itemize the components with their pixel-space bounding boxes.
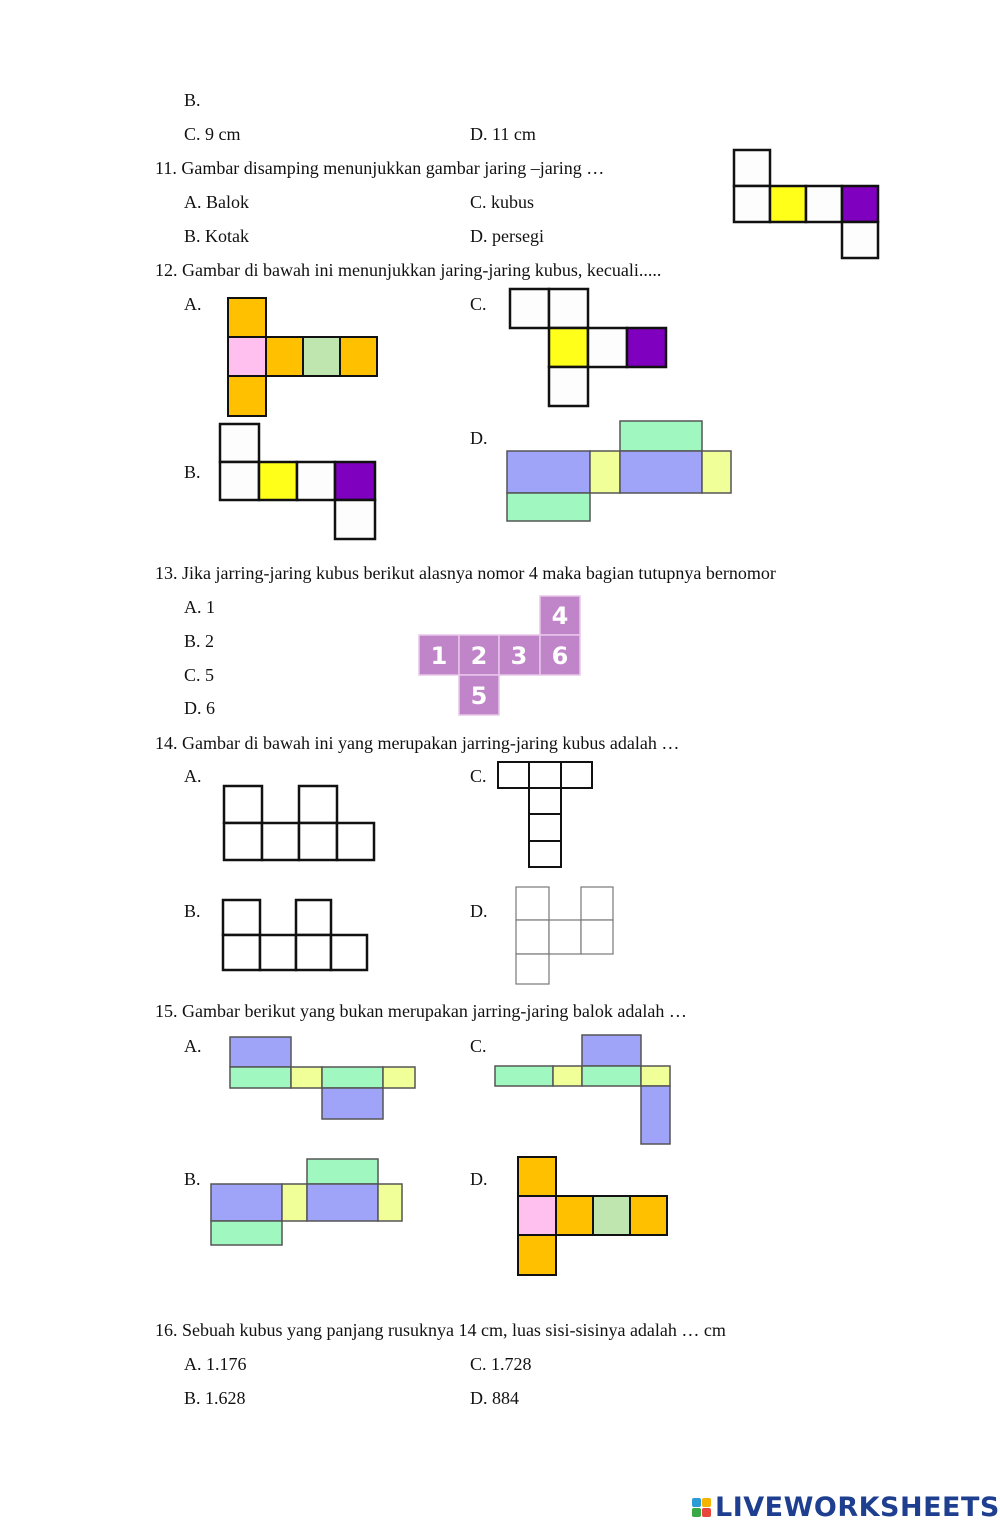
q15-net-a bbox=[230, 1037, 415, 1119]
q14d-net-face bbox=[549, 920, 581, 954]
q12-label-c: C. bbox=[470, 294, 487, 314]
q15-label-d: D. bbox=[470, 1169, 488, 1189]
q14-net-d bbox=[516, 887, 613, 984]
q13-option-b: B. 2 bbox=[184, 631, 215, 651]
q10-option-d: D. 11 cm bbox=[470, 124, 536, 144]
q12b-net-face bbox=[335, 500, 375, 539]
q15-net-c bbox=[495, 1035, 670, 1144]
logo-text: LIVEWORKSHEETS bbox=[715, 1491, 1000, 1523]
q14d-net-face bbox=[581, 887, 613, 920]
q14a-net-face bbox=[262, 823, 299, 860]
q15c-net-face bbox=[495, 1066, 553, 1086]
q14b-net-face bbox=[223, 935, 260, 970]
q16-option-b: B. 1.628 bbox=[184, 1388, 246, 1408]
q11-option-c: C. kubus bbox=[470, 192, 535, 212]
q15d-net-face bbox=[593, 1196, 630, 1235]
q12a-net-face bbox=[228, 337, 266, 376]
q14a-net-face bbox=[224, 786, 262, 823]
q14-net-c bbox=[498, 762, 592, 867]
liveworksheets-logo-icon bbox=[692, 1498, 711, 1517]
q12b-net-face bbox=[297, 462, 335, 500]
q12c-net-face bbox=[549, 367, 588, 406]
q15c-net-face bbox=[582, 1035, 641, 1066]
q12b-net-face bbox=[259, 462, 297, 500]
q11-net-face bbox=[842, 222, 878, 258]
q12d-net-face bbox=[507, 451, 590, 493]
q14-label-d: D. bbox=[470, 901, 488, 921]
q13-question: 13. Jika jarring-jaring kubus berikut alasnya nomor 4 maka bagian tutupnya bernomor bbox=[155, 563, 776, 583]
q14c-net-face bbox=[529, 841, 561, 867]
q12-question: 12. Gambar di bawah ini menunjukkan jaring-jaring kubus, kecuali..... bbox=[155, 260, 662, 280]
q12d-net-face bbox=[620, 421, 702, 451]
q15a-net-face bbox=[322, 1067, 383, 1088]
q10-option-b: B. bbox=[184, 90, 201, 110]
q12a-net-face bbox=[340, 337, 377, 376]
q15b-net-face bbox=[282, 1184, 307, 1221]
q14b-net-face bbox=[223, 900, 260, 935]
q12d-net-face bbox=[702, 451, 731, 493]
q12d-net-face bbox=[507, 493, 590, 521]
q14a-net-face bbox=[299, 823, 337, 860]
q14d-net-face bbox=[581, 920, 613, 954]
q14a-net-face bbox=[224, 823, 262, 860]
q14d-net-face bbox=[516, 954, 549, 984]
q15-label-a: A. bbox=[184, 1036, 202, 1056]
q16-option-d: D. 884 bbox=[470, 1388, 519, 1408]
q13-face-label: 6 bbox=[551, 642, 569, 670]
q12a-net-face bbox=[303, 337, 340, 376]
q12-net-d bbox=[507, 421, 731, 521]
q13-face-label: 3 bbox=[510, 642, 528, 670]
q16-option-a: A. 1.176 bbox=[184, 1354, 247, 1374]
q14-label-c: C. bbox=[470, 766, 487, 786]
q13-face-label: 2 bbox=[470, 642, 488, 670]
q12b-net-face bbox=[335, 462, 375, 500]
q12d-net-face bbox=[590, 451, 620, 493]
q13-face-label: 1 bbox=[430, 642, 448, 670]
q15-net-d bbox=[518, 1157, 667, 1275]
q15-label-c: C. bbox=[470, 1036, 487, 1056]
q14-question: 14. Gambar di bawah ini yang merupakan jarring-jaring kubus adalah … bbox=[155, 733, 680, 753]
q14a-net-face bbox=[299, 786, 337, 823]
liveworksheets-logo[interactable] bbox=[692, 1490, 1000, 1524]
q15-question: 15. Gambar berikut yang bukan merupakan jarring-jaring balok adalah … bbox=[155, 1001, 687, 1021]
q15a-net-face bbox=[383, 1067, 415, 1088]
q12c-net-face bbox=[588, 328, 627, 367]
q12a-net-face bbox=[228, 376, 266, 416]
q12a-net-face bbox=[228, 298, 266, 337]
q15d-net-face bbox=[518, 1196, 556, 1235]
q11-cube-net bbox=[734, 150, 878, 258]
q16-question: 16. Sebuah kubus yang panjang rusuknya 14 cm, luas sisi-sisinya adalah … cm bbox=[155, 1320, 726, 1340]
q14a-net-face bbox=[337, 823, 374, 860]
q10-option-c: C. 9 cm bbox=[184, 124, 241, 144]
q11-question: 11. Gambar disamping menunjukkan gambar jaring –jaring … bbox=[155, 158, 605, 178]
q12c-net-face bbox=[627, 328, 666, 367]
q15b-net-face bbox=[307, 1159, 378, 1184]
q11-option-b: B. Kotak bbox=[184, 226, 249, 246]
q14c-net-face bbox=[529, 762, 561, 788]
q13-option-d: D. 6 bbox=[184, 698, 215, 718]
q14-label-a: A. bbox=[184, 766, 202, 786]
q12-label-a: A. bbox=[184, 294, 202, 314]
q14b-net-face bbox=[331, 935, 367, 970]
q15b-net-face bbox=[307, 1184, 378, 1221]
q15d-net-face bbox=[556, 1196, 593, 1235]
q12a-net-face bbox=[266, 337, 303, 376]
q11-net-face bbox=[842, 186, 878, 222]
q15a-net-face bbox=[230, 1037, 291, 1067]
q15d-net-face bbox=[630, 1196, 667, 1235]
q15c-net-face bbox=[553, 1066, 582, 1086]
q13-option-a: A. 1 bbox=[184, 597, 215, 617]
q14d-net-face bbox=[516, 887, 549, 920]
q12c-net-face bbox=[510, 289, 549, 328]
q14c-net-face bbox=[529, 788, 561, 814]
q12-label-b: B. bbox=[184, 462, 201, 482]
q15a-net-face bbox=[230, 1067, 291, 1088]
q12-label-d: D. bbox=[470, 428, 488, 448]
q15b-net-face bbox=[211, 1184, 282, 1221]
q12-net-a bbox=[228, 298, 377, 416]
q15b-net-face bbox=[211, 1221, 282, 1245]
q15-net-b bbox=[211, 1159, 402, 1245]
q12c-net-face bbox=[549, 328, 588, 367]
q11-net-face bbox=[734, 150, 770, 186]
q16-option-c: C. 1.728 bbox=[470, 1354, 532, 1374]
q14-label-b: B. bbox=[184, 901, 201, 921]
q12b-net-face bbox=[220, 462, 259, 500]
q15c-net-face bbox=[641, 1086, 670, 1144]
q12-net-c bbox=[510, 289, 666, 406]
q14d-net-face bbox=[516, 920, 549, 954]
q15a-net-face bbox=[291, 1067, 322, 1088]
q12b-net-face bbox=[220, 424, 259, 462]
q15-label-b: B. bbox=[184, 1169, 201, 1189]
q12d-net-face bbox=[620, 451, 702, 493]
q14-net-b bbox=[223, 900, 367, 970]
q13-face-label: 4 bbox=[551, 602, 569, 630]
q15d-net-face bbox=[518, 1157, 556, 1196]
q15c-net-face bbox=[641, 1066, 670, 1086]
q11-option-d: D. persegi bbox=[470, 226, 544, 246]
q11-option-a: A. Balok bbox=[184, 192, 249, 212]
q15d-net-face bbox=[518, 1235, 556, 1275]
q15a-net-face bbox=[322, 1088, 383, 1119]
q15b-net-face bbox=[378, 1184, 402, 1221]
q14b-net-face bbox=[260, 935, 296, 970]
q14c-net-face bbox=[498, 762, 529, 788]
q13-face-label: 5 bbox=[470, 682, 488, 710]
q13-option-c: C. 5 bbox=[184, 665, 215, 685]
q15c-net-face bbox=[582, 1066, 641, 1086]
q12c-net-face bbox=[549, 289, 588, 328]
q11-net-face bbox=[734, 186, 770, 222]
q12-net-b bbox=[220, 424, 375, 539]
q14b-net-face bbox=[296, 935, 331, 970]
q14-net-a bbox=[224, 786, 374, 860]
q14c-net-face bbox=[529, 814, 561, 841]
q14b-net-face bbox=[296, 900, 331, 935]
q14c-net-face bbox=[561, 762, 592, 788]
q11-net-face bbox=[770, 186, 806, 222]
q11-net-face bbox=[806, 186, 842, 222]
